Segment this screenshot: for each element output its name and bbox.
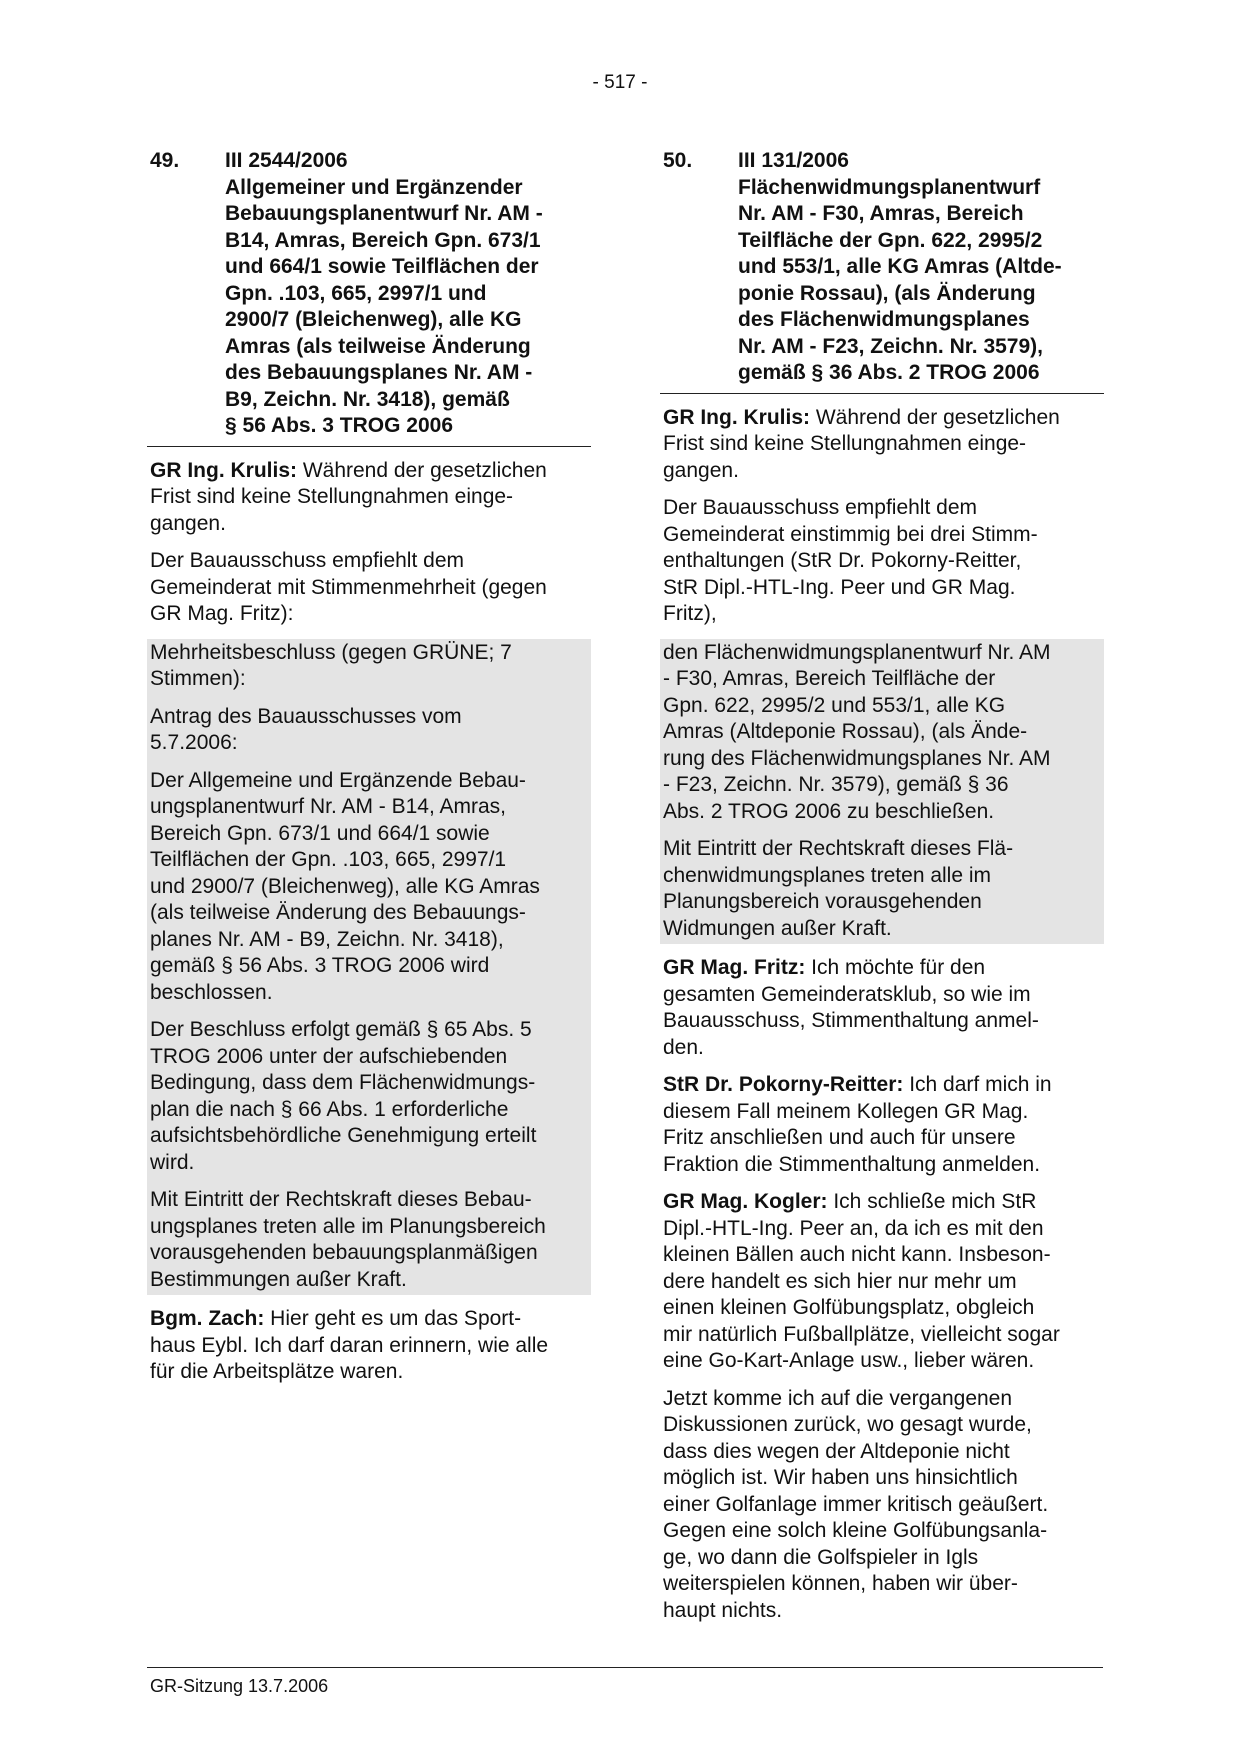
speaker-name: GR Ing. Krulis: (663, 405, 810, 429)
left-body (147, 458, 591, 1386)
text-line: den. (663, 1035, 704, 1059)
agenda-item-heading-49 (147, 148, 591, 447)
heading-line: III 131/2006 (738, 149, 849, 172)
text-line: enthaltungen (StR Dr. Pokorny-Reitter, (663, 549, 1022, 572)
text-line: aufsichtsbehördliche Genehmigung erteilt (150, 1124, 537, 1147)
text-line: eine Go-Kart-Anlage usw., lieber wären. (663, 1349, 1035, 1372)
text-line: Bestimmungen außer Kraft. (150, 1267, 407, 1291)
text-line: Fritz), (663, 602, 717, 625)
text-line: ungsplanes treten alle im Planungsbereich (150, 1214, 546, 1238)
text-line: planes Nr. AM - B9, Zeichn. Nr. 3418), (150, 927, 504, 951)
text-line: Während der gesetzlichen (297, 458, 547, 482)
heading-line: gemäß § 36 Abs. 2 TROG 2006 (738, 361, 1040, 384)
heading-line: Allgemeiner und Ergänzender (225, 175, 523, 199)
text-line: beschlossen. (150, 980, 273, 1004)
text-line: für die Arbeitsplätze waren. (150, 1360, 404, 1383)
statement-pokorny-reitter (660, 1072, 1104, 1178)
committee-recommendation (660, 495, 1104, 628)
text-line: Amras (Altdeponie Rossau), (als Ände- (663, 720, 1028, 743)
text-line: weiterspielen können, haben wir über- (663, 1572, 1018, 1595)
text-line: wird. (150, 1150, 195, 1174)
text-line: TROG 2006 unter der aufschiebenden (150, 1044, 508, 1068)
resolution-motion (147, 704, 591, 757)
text-line: Gemeinderat einstimmig bei drei Stimm- (663, 522, 1038, 546)
left-column (147, 148, 591, 1397)
text-line: gemäß § 56 Abs. 3 TROG 2006 wird (150, 954, 490, 977)
speaker-name: GR Mag. Kogler: (663, 1190, 828, 1213)
text-line: gesamten Gemeinderatsklub, so wie im (663, 982, 1031, 1006)
text-line: möglich ist. Wir haben uns hinsichtlich (663, 1466, 1018, 1489)
right-column (660, 148, 1104, 1635)
heading-line: § 56 Abs. 3 TROG 2006 (225, 414, 453, 437)
heading-line: 2900/7 (Bleichenweg), alle KG (225, 308, 522, 331)
text-line: haus Eybl. Ich darf daran erinnern, wie alle (150, 1333, 549, 1357)
text-line: 5.7.2006: (150, 731, 238, 754)
text-line: den Flächenwidmungsplanentwurf Nr. AM (663, 640, 1051, 664)
text-line: Der Bauausschuss empfiehlt dem (150, 549, 464, 572)
text-line: rung des Flächenwidmungsplanes Nr. AM (663, 746, 1051, 770)
text-line: - F23, Zeichn. Nr. 3579), gemäß § 36 (663, 773, 1009, 796)
text-line: ungsplanentwurf Nr. AM - B14, Amras, (150, 795, 506, 818)
resolution-text (147, 768, 591, 1007)
heading-line: des Flächenwidmungsplanes (738, 308, 1030, 331)
text-line: chenwidmungsplanes treten alle im (663, 863, 992, 887)
statement-krulis (660, 405, 1104, 485)
text-line: mir natürlich Fußballplätze, vielleicht sogar (663, 1322, 1060, 1346)
heading-line: Nr. AM - F30, Amras, Bereich (738, 202, 1024, 225)
text-line: Der Beschluss erfolgt gemäß § 65 Abs. 5 (150, 1018, 532, 1041)
agenda-item-number: 50. (663, 149, 693, 172)
text-line: Ich schließe mich StR (827, 1190, 1037, 1213)
resolution-text (660, 640, 1104, 826)
text-line: dass dies wegen der Altdeponie nicht (663, 1439, 1010, 1463)
heading-line: Bebauungsplanentwurf Nr. AM - (225, 202, 543, 225)
text-line: und 2900/7 (Bleichenweg), alle KG Amras (150, 874, 540, 898)
text-line: StR Dipl.-HTL-Ing. Peer und GR Mag. (663, 575, 1016, 599)
text-line: haupt nichts. (663, 1598, 783, 1622)
statement-krulis (147, 458, 591, 538)
heading-line: Flächenwidmungsplanentwurf (738, 175, 1041, 199)
text-line: dere handelt es sich hier nur mehr um (663, 1269, 1017, 1293)
text-line: Gegen eine solch kleine Golfübungsanla- (663, 1519, 1048, 1542)
text-line: Gemeinderat mit Stimmenmehrheit (gegen (150, 575, 547, 599)
agenda-item-number: 49. (150, 149, 180, 172)
text-line: Dipl.-HTL-Ing. Peer an, da ich es mit den (663, 1216, 1044, 1240)
text-line: diesem Fall meinem Kollegen GR Mag. (663, 1099, 1029, 1123)
text-line: Bereich Gpn. 673/1 und 664/1 sowie (150, 821, 490, 845)
speaker-name: GR Mag. Fritz: (663, 956, 806, 979)
heading-line: und 553/1, alle KG Amras (Altde- (738, 255, 1062, 278)
statement-kogler (660, 1189, 1104, 1375)
text-line: Bedingung, dass dem Flächenwidmungs- (150, 1071, 536, 1094)
text-line: vorausgehenden bebauungsplanmäßigen (150, 1241, 538, 1264)
text-line: Gpn. 622, 2995/2 und 553/1, alle KG (663, 693, 1006, 717)
text-line: Antrag des Bauausschusses vom (150, 704, 462, 728)
text-line: Jetzt komme ich auf die vergangenen (663, 1386, 1013, 1410)
committee-recommendation (147, 548, 591, 628)
text-line: kleinen Bällen auch nicht kann. Insbeson- (663, 1243, 1051, 1266)
resolution-vote (147, 640, 591, 693)
text-line: Ich möchte für den (805, 956, 986, 979)
text-line: gangen. (150, 511, 226, 535)
speaker-name: GR Ing. Krulis: (150, 458, 297, 482)
resolution-effect (147, 1187, 591, 1295)
text-line: einer Golfanlage immer kritisch geäußert. (663, 1492, 1049, 1516)
text-line: Frist sind keine Stellungnahmen einge- (663, 432, 1027, 455)
right-body (660, 405, 1104, 1625)
text-line: plan die nach § 66 Abs. 1 erforderliche (150, 1097, 509, 1121)
text-line: Stimmen): (150, 667, 246, 690)
page-number: - 517 - (592, 72, 648, 93)
heading-line: III 2544/2006 (225, 149, 348, 172)
page-footer (147, 1667, 1103, 1696)
text-line: Mehrheitsbeschluss (gegen GRÜNE; 7 (150, 640, 512, 664)
text-line: Fritz anschließen und auch für unsere (663, 1126, 1016, 1149)
text-line: Diskussionen zurück, wo gesagt wurde, (663, 1413, 1032, 1436)
agenda-item-heading-50 (660, 148, 1104, 394)
text-line: Der Bauausschuss empfiehlt dem (663, 496, 977, 519)
text-line: Teilflächen der Gpn. .103, 665, 2997/1 (150, 848, 507, 871)
text-line: gangen. (663, 458, 739, 482)
text-line: Bauausschuss, Stimmenthaltung anmel- (663, 1009, 1039, 1032)
heading-line: und 664/1 sowie Teilflächen der (225, 255, 539, 278)
text-line: einen kleinen Golfübungsplatz, obgleich (663, 1296, 1035, 1319)
text-line: Mit Eintritt der Rechtskraft dieses Bebau- (150, 1188, 532, 1211)
text-line: ge, wo dann die Golfspieler in Igls (663, 1545, 979, 1569)
text-line: Mit Eintritt der Rechtskraft dieses Flä- (663, 837, 1014, 860)
text-line: Während der gesetzlichen (810, 405, 1060, 429)
heading-line: Amras (als teilweise Änderung (225, 334, 531, 358)
text-line: GR Mag. Fritz): (150, 602, 294, 625)
text-line: Fraktion die Stimmenthaltung anmelden. (663, 1152, 1041, 1176)
text-line: (als teilweise Änderung des Bebauungs- (150, 901, 526, 924)
text-line: Planungsbereich vorausgehenden (663, 890, 982, 913)
text-line: Ich darf mich in (903, 1073, 1052, 1096)
statement-zach (147, 1306, 591, 1386)
footer-session-date: GR-Sitzung 13.7.2006 (150, 1676, 329, 1696)
text-line: Widmungen außer Kraft. (663, 916, 892, 940)
heading-line: Teilfläche der Gpn. 622, 2995/2 (738, 228, 1043, 252)
text-line: Hier geht es um das Sport- (264, 1307, 522, 1330)
resolution-box (660, 639, 1104, 945)
heading-line: des Bebauungsplanes Nr. AM - (225, 361, 533, 384)
heading-line: Gpn. .103, 665, 2997/1 und (225, 281, 487, 305)
resolution-box (147, 639, 591, 1296)
speaker-name: StR Dr. Pokorny-Reitter: (663, 1073, 904, 1096)
heading-line: ponie Rossau), (als Änderung (738, 281, 1036, 305)
heading-line: B14, Amras, Bereich Gpn. 673/1 (225, 228, 541, 252)
heading-line: Nr. AM - F23, Zeichn. Nr. 3579), (738, 334, 1043, 358)
speaker-name: Bgm. Zach: (150, 1307, 265, 1330)
statement-kogler-continued (660, 1386, 1104, 1625)
resolution-condition (147, 1017, 591, 1176)
resolution-effect (660, 836, 1104, 944)
text-line: - F30, Amras, Bereich Teilfläche der (663, 667, 996, 690)
text-line: Frist sind keine Stellungnahmen einge- (150, 485, 514, 508)
text-line: Der Allgemeine und Ergänzende Bebau- (150, 768, 526, 792)
heading-line: B9, Zeichn. Nr. 3418), gemäß (225, 387, 510, 411)
text-line: Abs. 2 TROG 2006 zu beschließen. (663, 799, 995, 823)
statement-fritz (660, 955, 1104, 1061)
